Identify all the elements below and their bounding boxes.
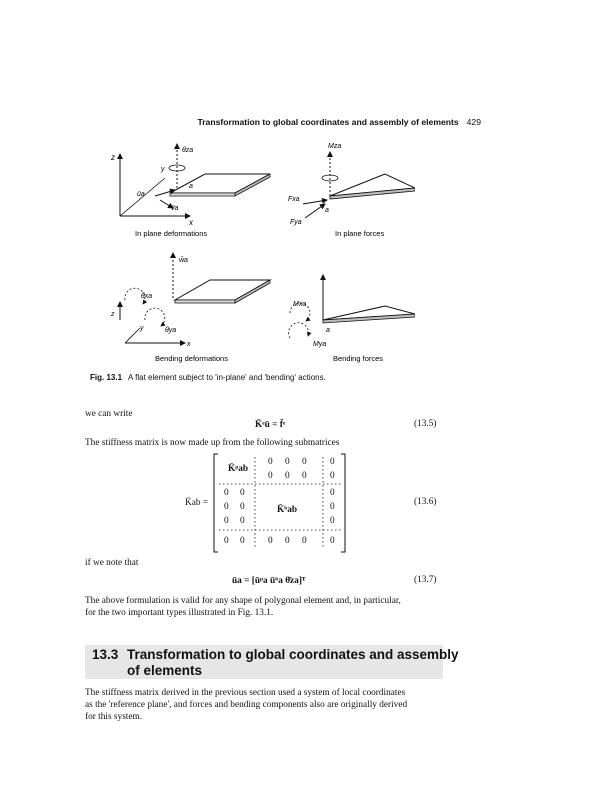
matrix-zero: 0 xyxy=(330,471,335,481)
a-label-3: a xyxy=(326,327,330,334)
matrix-zero: 0 xyxy=(330,502,335,512)
paragraph-1-line-1: The above formulation is valid for any shape of polygonal element and, in particular, xyxy=(85,596,401,606)
matrix-Kb: K̄ᵇab xyxy=(277,505,298,515)
running-head xyxy=(0,117,481,127)
matrix-zero: 0 xyxy=(330,457,335,467)
theta-ya-label: θya xyxy=(165,327,177,334)
matrix-zero: 0 xyxy=(330,536,335,546)
matrix-zero: 0 xyxy=(302,471,307,481)
matrix-lhs: K̄ab = xyxy=(185,498,209,508)
section-title-line-1: Transformation to global coordinates and assembly xyxy=(127,647,459,662)
M-ya-label: Mya xyxy=(313,341,327,348)
text-we-can-write: we can write xyxy=(85,409,133,419)
F-ya-label: Fya xyxy=(290,219,302,226)
panel-bending-forces xyxy=(289,275,415,363)
panel-label-inplane-deformations: In plane deformations xyxy=(135,229,208,238)
panel-inplane-deformations xyxy=(110,144,270,238)
a-label-1: a xyxy=(189,183,193,190)
equation-13-5-number: (13.5) xyxy=(414,419,437,429)
v-a-label: v̄a xyxy=(171,205,179,212)
matrix-zero: 0 xyxy=(268,471,273,481)
paragraph-2-line-2: as the 'reference plane', and forces and bending components also are originally derived xyxy=(85,700,408,710)
axis-x-label: x xyxy=(189,218,193,227)
u-a-label: ūa xyxy=(137,191,145,198)
equation-13-7-number: (13.7) xyxy=(414,575,437,585)
figure-13-1 xyxy=(85,138,415,368)
matrix-zero: 0 xyxy=(240,502,245,512)
running-head-title: Transformation to global coordinates and assembly of elements xyxy=(197,117,459,127)
caption-label: Fig. 13.1 xyxy=(90,373,123,382)
matrix-zero: 0 xyxy=(268,536,273,546)
section-number: 13.3 xyxy=(92,647,119,662)
panel-bending-deformations xyxy=(110,253,270,363)
panel-label-bending-forces: Bending forces xyxy=(333,354,384,363)
matrix-zero: 0 xyxy=(224,536,229,546)
matrix-zero: 0 xyxy=(240,516,245,526)
panel-label-inplane-forces: In plane forces xyxy=(335,229,385,238)
matrix-zero: 0 xyxy=(330,516,335,526)
paragraph-2-line-3: for this system. xyxy=(85,712,143,722)
caption-text: A flat element subject to 'in-plane' and 'bending' actions. xyxy=(128,373,326,382)
M-za-label: Mza xyxy=(328,143,342,150)
theta-xa-label: θxa xyxy=(141,293,153,300)
theta-za-label: θza xyxy=(182,147,194,154)
panel-label-bending-deformations: Bending deformations xyxy=(155,354,228,363)
F-xa-label: Fxa xyxy=(288,196,300,203)
y-label: y xyxy=(161,166,165,173)
a-label-2: a xyxy=(325,207,329,214)
figure-caption xyxy=(90,373,326,382)
matrix-zero: 0 xyxy=(330,488,335,498)
matrix-Kp: K̄ᵖab xyxy=(228,464,249,474)
matrix-zero: 0 xyxy=(224,516,229,526)
paragraph-2-line-1: The stiffness matrix derived in the previous section used a system of local coordinates xyxy=(85,688,406,698)
page-number: 429 xyxy=(466,117,481,127)
axis-z-label: z xyxy=(111,153,115,162)
matrix-zero: 0 xyxy=(240,536,245,546)
matrix-zero: 0 xyxy=(268,457,273,467)
x-label-2: x xyxy=(187,341,191,348)
matrix-zero: 0 xyxy=(224,488,229,498)
matrix-zero: 0 xyxy=(302,536,307,546)
equation-13-5: K̄ᵉū = f̄ᵉ xyxy=(255,420,286,430)
matrix-zero: 0 xyxy=(285,471,290,481)
matrix-zero: 0 xyxy=(302,457,307,467)
w-a-label: w̄a xyxy=(179,257,188,264)
matrix-zero: 0 xyxy=(224,502,229,512)
text-stiffness-line: The stiffness matrix is now made up from the following submatrices xyxy=(85,438,340,448)
paragraph-1-line-2: for the two important types illustrated in Fig. 13.1. xyxy=(85,608,274,618)
M-xa-label: Mxa xyxy=(293,301,307,308)
panel-inplane-forces xyxy=(288,143,415,238)
y-label-2: y xyxy=(140,325,144,332)
equation-13-6-number: (13.6) xyxy=(414,497,437,507)
matrix-zero: 0 xyxy=(285,536,290,546)
matrix-zero: 0 xyxy=(240,488,245,498)
text-if-we-note: if we note that xyxy=(85,558,139,568)
section-title-line-2: of elements xyxy=(127,663,203,678)
matrix-zero: 0 xyxy=(285,457,290,467)
z-label-2: z xyxy=(111,311,115,318)
equation-13-7: ūa = [ūᵖa ūᵇa θ̄za]ᵀ xyxy=(232,576,306,586)
